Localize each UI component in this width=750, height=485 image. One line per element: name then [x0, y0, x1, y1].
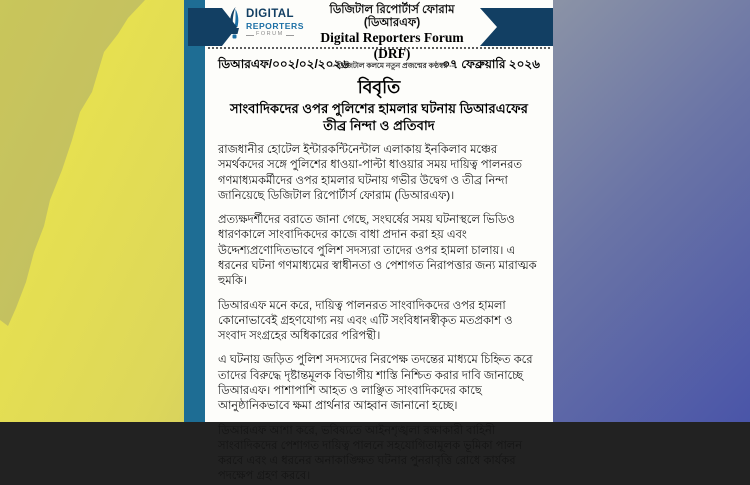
logo-word-forum: FORUM	[246, 32, 304, 38]
statement-date: ০৭ ফেব্রুয়ারি ২০২৬	[442, 57, 540, 71]
statement-paragraph: প্রত্যক্ষদর্শীদের বরাতে জানা গেছে, সংঘর্ষের সময় ঘটনাস্থলে ভিডিও ধারণকালে সাংবাদিকদের কাজে বাধা প্রদান করা হয় এবং উদ্দেশ্যপ্রণোদিতভাবে পুলিশ সদস্যরা তাদের ওপর হামলা চালায়। এ ধরনের ঘটনা গণমাধ্যমের স্বাধীনতা ও পেশাগত নিরাপত্তার জন্য মারাত্মক হুমকি।	[218, 214, 537, 288]
statement-subtitle: সাংবাদিকদের ওপর পুলিশের হামলার ঘটনায় ডিআরএফের তীব্র নিন্দা ও প্রতিবাদ	[229, 101, 529, 133]
org-name-block	[307, 4, 477, 71]
reference-number: ডিআরএফ/০০২/০২/২০২৬	[218, 57, 349, 71]
logo-word-digital: DIGITAL	[246, 8, 294, 21]
logo-word-reporters: REPORTERS	[246, 20, 304, 31]
background-purple-panel	[553, 0, 750, 422]
logo-wordmark	[246, 9, 304, 38]
org-name-english: Digital Reporters Forum (DRF)	[320, 30, 464, 61]
statement-paragraph: ডিআরএফ আশা করে, ভবিষ্যতে আইনশৃঙ্খলা রক্ষাকারী বাহিনী সাংবাদিকদের পেশাগত দায়িত্ব পালনে সহযোগিতামূলক ভূমিকা পালন করবে এবং এ ধরনের অনাকাঙ্ক্ষিত ঘটনার পুনরাবৃত্তি রোধে কার্যকর পদক্ষেপ গ্রহণ করবে।	[218, 424, 523, 483]
teal-accent-strip	[184, 0, 205, 422]
map-texture-shape	[0, 0, 170, 340]
org-tagline: -- ডিজিটাল কলমে নতুন প্রজন্মের কণ্ঠস্বর --	[329, 61, 455, 71]
statement-paragraph: ডিআরএফ মনে করে, দায়িত্ব পালনরত সাংবাদিকদের ওপর হামলা কোনোভাবেই গ্রহণযোগ্য নয় এবং এটি সংবিধানস্বীকৃত মতপ্রকাশ ও সংবাদ সংগ্রহের অধিকারের পরিপন্থী।	[218, 299, 513, 343]
statement-title: বিবৃতি	[357, 77, 401, 97]
quill-pen-icon	[226, 7, 243, 40]
drf-logo	[226, 7, 304, 40]
statement-paragraph: রাজধানীর হোটেল ইন্টারকন্টিনেন্টাল এলাকায় ইনকিলাব মঞ্চের সমর্থকদের সঙ্গে পুলিশের ধাওয়া-পাল্টা ধাওয়ার সময় দায়িত্ব পালনরত গণমাধ্যমকর্মীদের ওপর হামলার ঘটনায় গভীর উদ্বেগ ও তীব্র নিন্দা জানিয়েছে ডিজিটাল রিপোর্টার্স ফোরাম (ডিআরএফ)।	[218, 144, 522, 202]
header-dotted-divider	[208, 47, 550, 49]
statement-sheet	[205, 0, 553, 483]
statement-body	[205, 134, 553, 485]
statement-paragraph: এ ঘটনায় জড়িত পুলিশ সদস্যদের নিরপেক্ষ তদন্তের মাধ্যমে চিহ্নিত করে তাদের বিরুদ্ধে দৃষ্টান্তমূলক বিভাগীয় শাস্তি নিশ্চিত করার দাবি জানাচ্ছে ডিআরএফ। পাশাপাশি আহত ও লাঞ্ছিত সাংবাদিকদের কাছে আনুষ্ঠানিকভাবে ক্ষমা প্রার্থনার আহ্বান জানানো হচ্ছে।	[218, 354, 533, 413]
org-name-bengali: ডিজিটাল রিপোর্টার্স ফোরাম (ডিআরএফ)	[329, 4, 455, 30]
